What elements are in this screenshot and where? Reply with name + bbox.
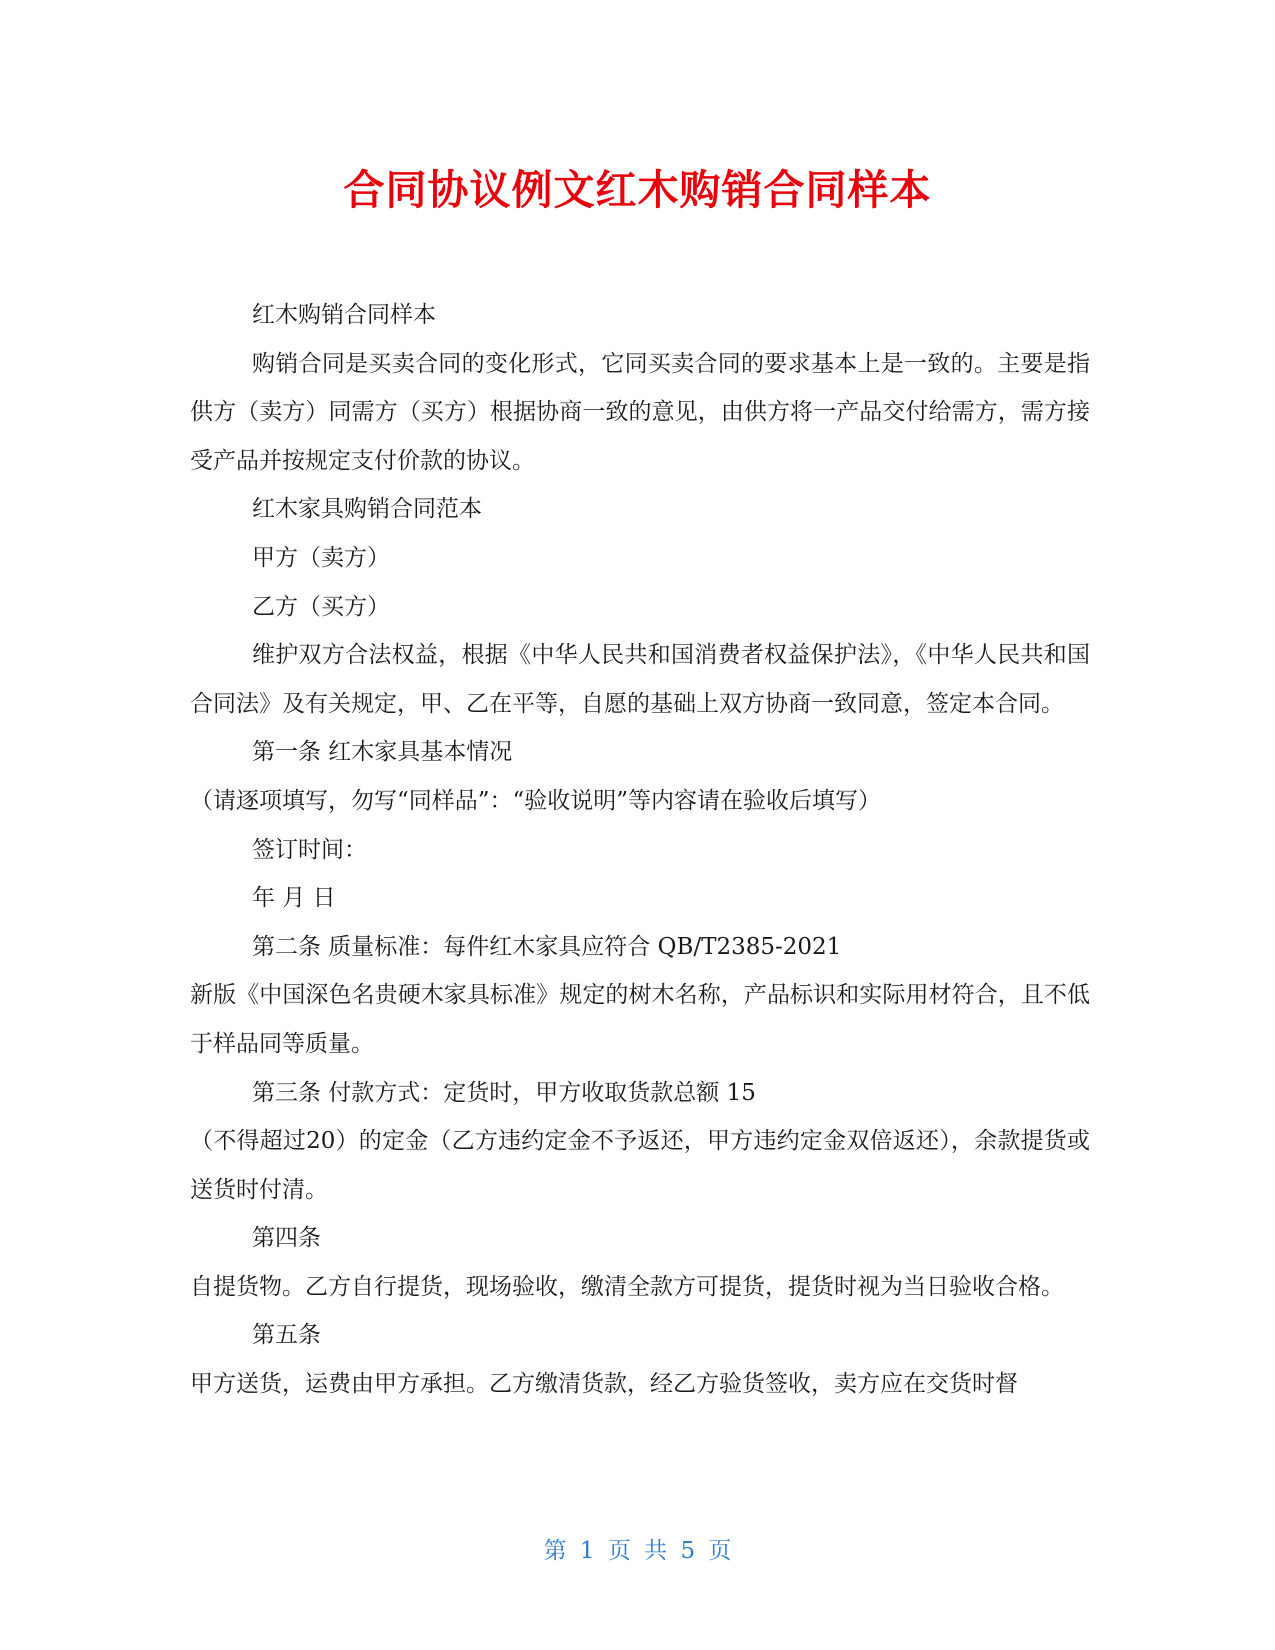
paragraph: 红木购销合同样本 xyxy=(252,302,436,328)
paragraph: 年 月 日 xyxy=(252,885,336,912)
paragraph: 自提货物。乙方自行提货，现场验收，缴清全款方可提货，提货时视为当日验收合格。 xyxy=(190,1273,1064,1300)
article-heading: 第四条 xyxy=(252,1225,321,1252)
article-heading: 第三条 付款方式：定货时，甲方收取货款总额 15 xyxy=(252,1079,756,1106)
document-title: 合同协议例文红木购销合同样本 xyxy=(343,166,932,214)
article-heading: 第二条 质量标准：每件红木家具应符合 QB/T2385-2021 xyxy=(252,933,842,960)
paragraph: 红木家具购销合同范本 xyxy=(252,496,482,523)
article-heading: 第五条 xyxy=(252,1322,321,1349)
article-heading: 第一条 红木家具基本情况 xyxy=(252,739,513,766)
paragraph: （请逐项填写，勿写“同样品”：“验收说明”等内容请在验收后填写） xyxy=(190,787,882,814)
paragraph: 购销合同是买卖合同的变化形式，它同买卖合同的要求基本上是一致的。主要是指供方（卖方）同需方（买方）根据协商一致的意见，由供方将一产品交付给需方，需方接受产品并按规定支付价款的协议。 xyxy=(190,350,1090,474)
paragraph: 甲方送货，运费由甲方承担。乙方缴清货款，经乙方验货签收，卖方应在交货时督 xyxy=(190,1371,1018,1398)
paragraph: 新版《中国深色名贵硬木家具标准》规定的树木名称，产品标识和实际用材符合，且不低于样品同等质量。 xyxy=(190,982,1090,1057)
paragraph: 甲方（卖方） xyxy=(252,544,390,571)
page-number-footer: 第 1 页 共 5 页 xyxy=(543,1538,732,1564)
paragraph: （不得超过20）的定金（乙方违约定金不予返还，甲方违约定金双倍返还），余款提货或送货时付清。 xyxy=(190,1128,1090,1203)
paragraph: 签订时间： xyxy=(252,836,367,863)
paragraph: 乙方（买方） xyxy=(252,593,390,620)
paragraph: 维护双方合法权益，根据《中华人民共和国消费者权益保护法》，《中华人民共和国合同法》及有关规定，甲、乙在平等，自愿的基础上双方协商一致同意，签定本合同。 xyxy=(190,642,1090,717)
document-body xyxy=(190,291,1090,1409)
